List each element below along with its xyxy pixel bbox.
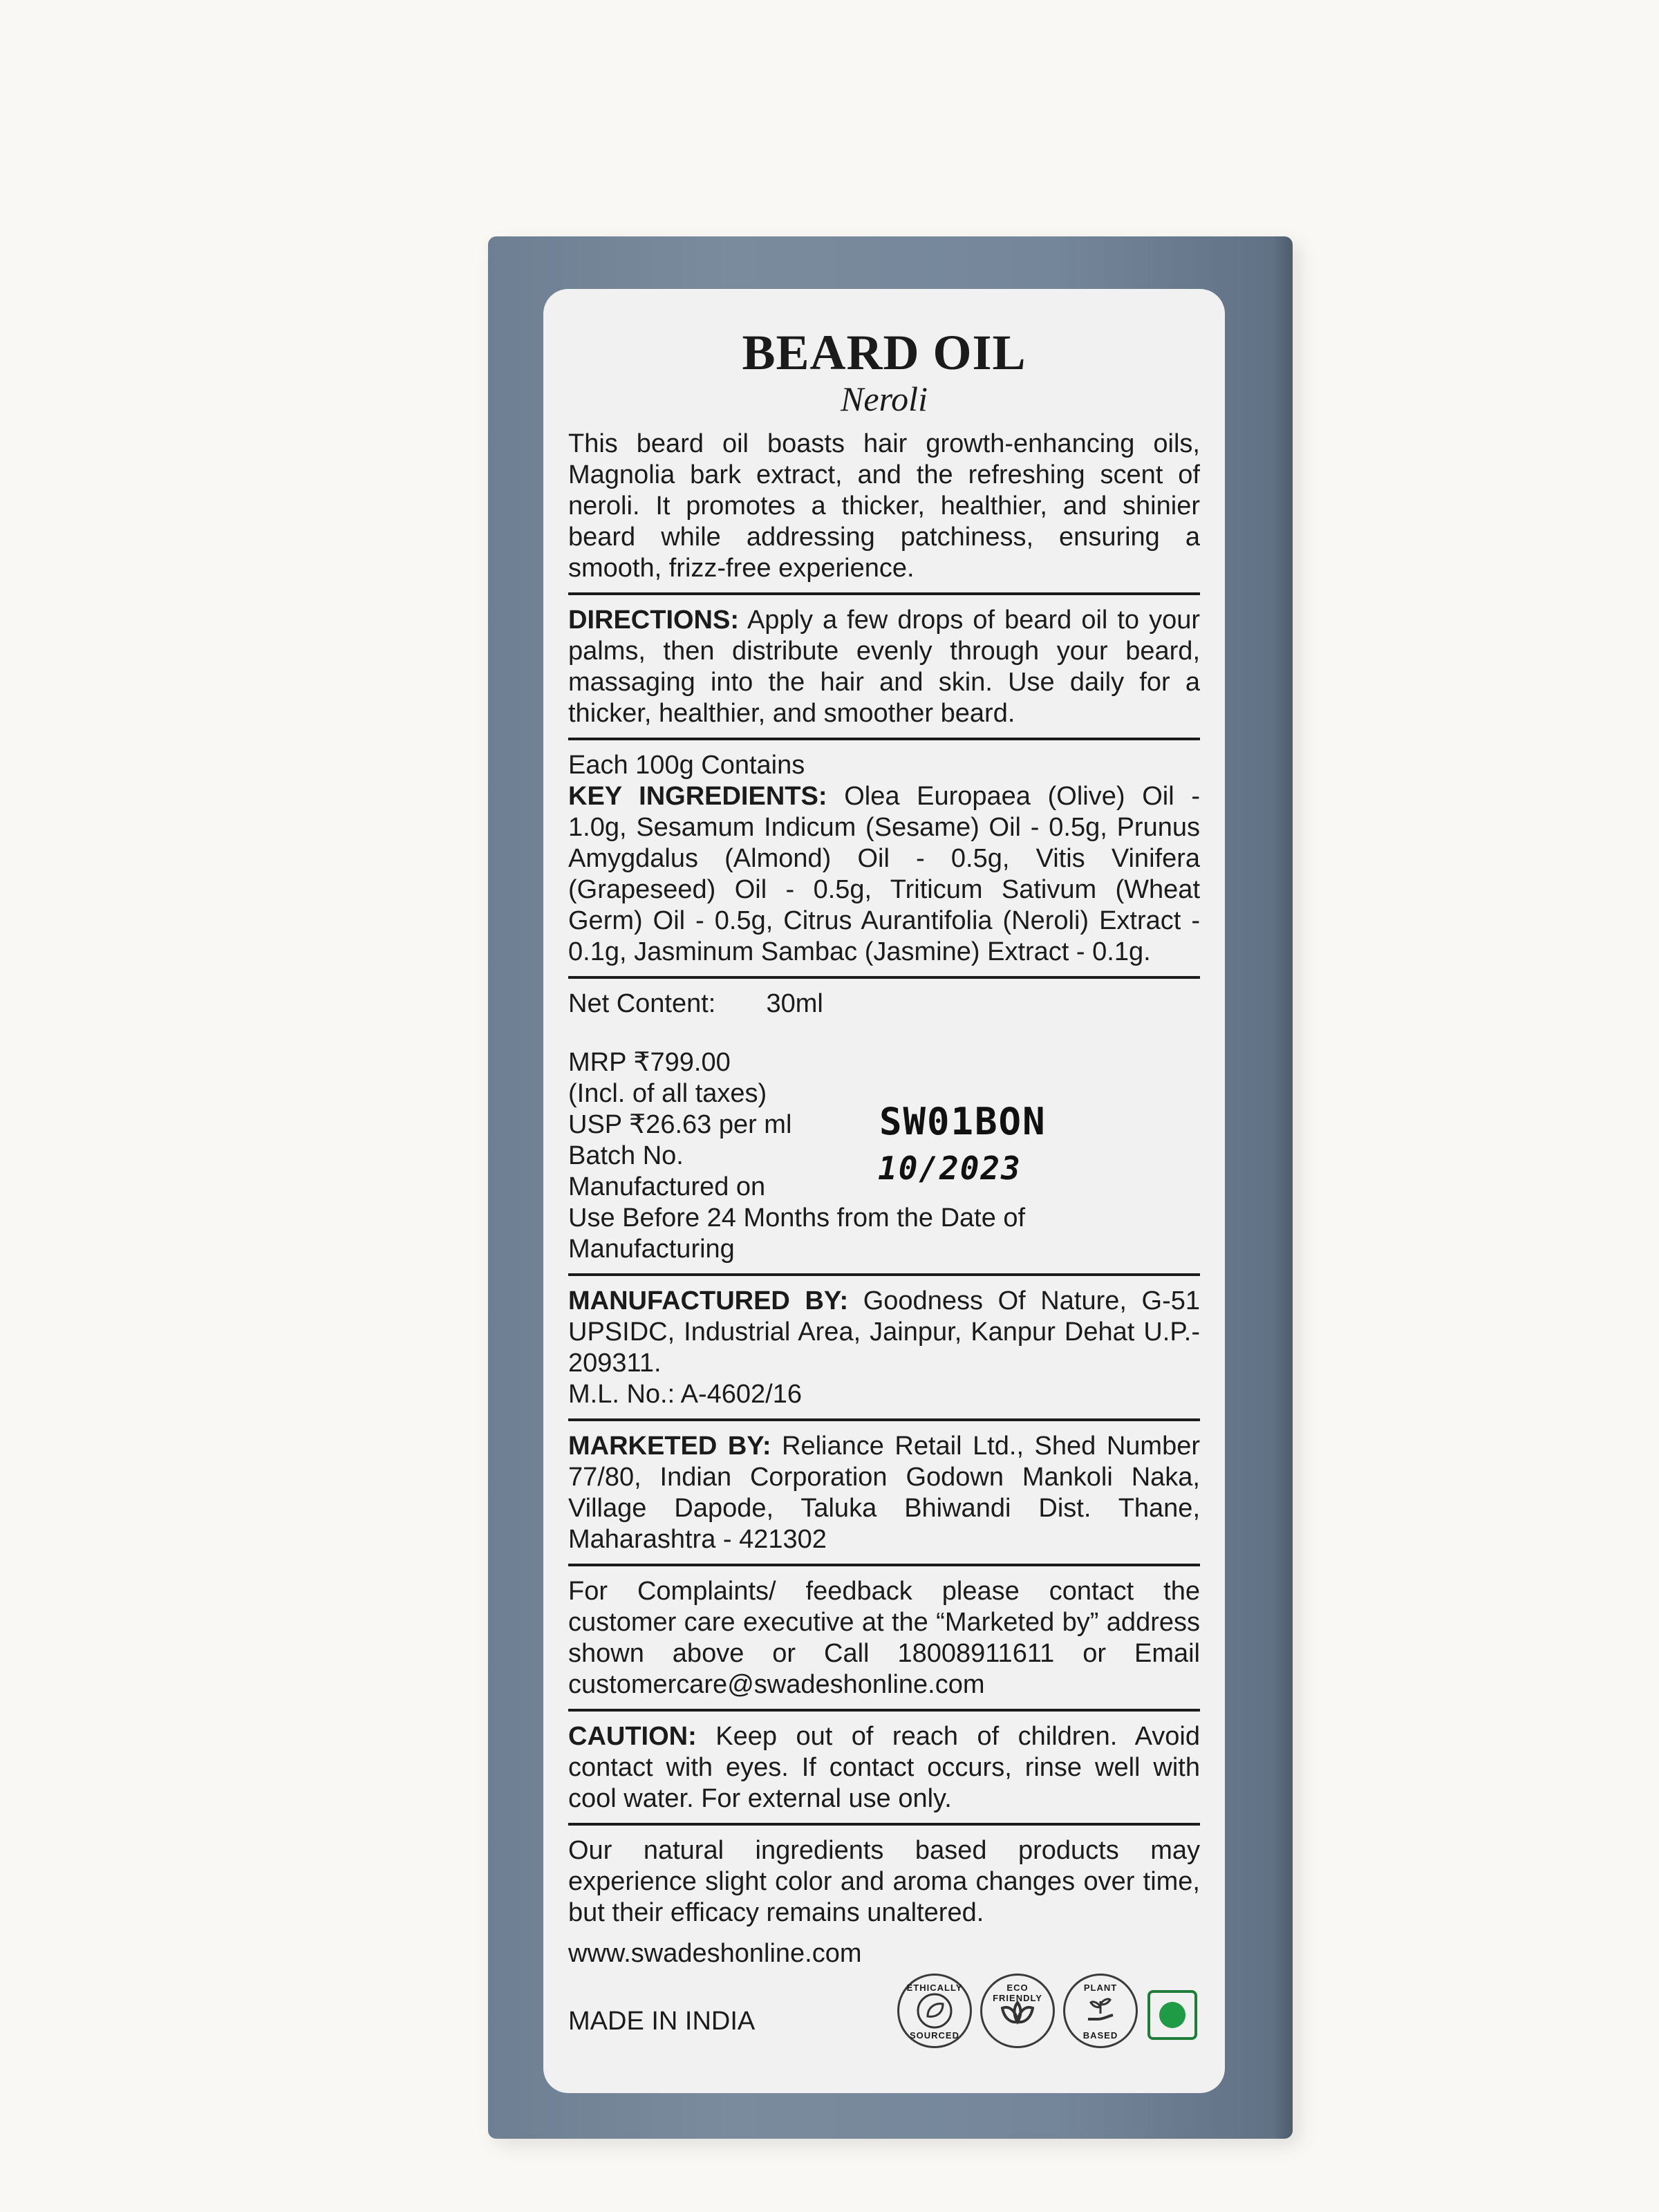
footer-row [568, 1974, 1200, 2056]
manufacturer-heading: MANUFACTURED BY: [568, 1286, 849, 1315]
caution-text: Keep out of reach of children. Avoid contact with eyes. If contact occurs, rinse well with cool water. For external use only. [568, 1722, 1201, 1813]
ingredients [568, 781, 1200, 968]
description: This beard oil boasts hair growth-enhancing oils, Magnolia bark extract, and the refreshing scent of neroli. It promotes a thicker, healthier, and shinier beard while addressing patchiness, ensuring a smooth, frizz-free experience. [568, 429, 1200, 583]
use-before-2: Manufacturing [568, 1235, 735, 1264]
batch-label: Batch No. [568, 1141, 684, 1170]
leaves-icon [980, 1974, 1055, 2048]
badge-top-text: ETHICALLY [906, 1983, 963, 1993]
ingredients-text: Olea Europaea (Olive) Oil - 1.0g, Sesamum Indicum (Sesame) Oil - 0.5g, Prunus Amygdalus (Almond) Oil - 0.5g, Vitis Vinifera (Grapeseed) Oil - 0.5g, Triticum Sativum (Wheat Germ) Oil - 0.5g, Citrus Aurantifolia (Neroli) Extract - 0.1g, Jasminum Sambac (Jasmine) Extract - 0.1g. [568, 782, 1200, 966]
complaints: For Complaints/ feedback please contact the customer care executive at the “Marketed by” address shown above or Call 18008911611 or Email customercare@swadeshonline.com [568, 1577, 1200, 1699]
marketer-heading: MARKETED BY: [568, 1432, 771, 1461]
vegetarian-dot [1159, 2002, 1185, 2028]
directions [568, 605, 1200, 729]
usp: USP ₹26.63 per ml [568, 1110, 792, 1139]
divider [568, 1823, 1200, 1826]
mfg-label: Manufactured on [568, 1172, 766, 1201]
product-title: BEARD OIL [742, 325, 1027, 380]
badge-top-text: PLANT [1083, 1983, 1118, 1993]
badge-bottom-text: SOURCED [909, 2030, 959, 2041]
pricing-block [568, 1047, 1200, 1265]
natural-note: Our natural ingredients based products may experience slight color and aroma changes over time, but their efficacy remains unaltered. [568, 1836, 1200, 1927]
caution [568, 1721, 1200, 1815]
product-variant: Neroli [841, 379, 928, 418]
divider [568, 1709, 1200, 1712]
plant-based-badge [1063, 1974, 1138, 2048]
divider [568, 592, 1200, 595]
directions-text: Apply a few drops of beard oil to your palms, then distribute evenly through your beard, massaging into the hair and skin. Use daily for a thicker, healthier, and smoother beard. [568, 606, 1200, 728]
mrp: MRP ₹799.00 [568, 1048, 731, 1077]
eco-friendly-badge [980, 1974, 1055, 2048]
made-in-india: MADE IN INDIA [568, 2007, 756, 2036]
manufacturer-text: Goodness Of Nature, G-51 UPSIDC, Industrial Area, Jainpur, Kanpur Dehat U.P.- 209311. [568, 1286, 1201, 1378]
marketer [568, 1431, 1200, 1555]
badge-bottom-text: BASED [1082, 2030, 1118, 2041]
batch-stamp: SW01BON [879, 1100, 1047, 1143]
divider [568, 738, 1200, 740]
ingredients-heading: KEY INGREDIENTS: [568, 782, 827, 811]
marketer-text: Reliance Retail Ltd., Shed Number 77/80, Indian Corporation Godown Mankoli Naka, Village Dapode, Taluka Bhiwandi Dist. Thane, Maharashtra - 421302 [568, 1432, 1200, 1554]
license-number: M.L. No.: A-4602/16 [568, 1380, 802, 1409]
divider [568, 1564, 1200, 1566]
badge-top-text: ECO FRIENDLY [993, 1983, 1042, 2003]
divider [568, 1418, 1200, 1421]
caution-heading: CAUTION: [568, 1722, 697, 1751]
directions-heading: DIRECTIONS: [568, 606, 739, 635]
use-before: Use Before 24 Months from the Date of [568, 1203, 1026, 1232]
taxes-note: (Incl. of all taxes) [568, 1079, 767, 1108]
divider [568, 976, 1200, 979]
date-stamp: 10/2023 [878, 1150, 1022, 1187]
ingredients-per: Each 100g Contains [568, 751, 805, 780]
manufacturer [568, 1286, 1200, 1379]
website: www.swadeshonline.com [568, 1939, 862, 1968]
divider [568, 1273, 1200, 1276]
net-content [568, 988, 1200, 1020]
back-label [543, 289, 1225, 2093]
net-content-label: Net Content: [568, 989, 716, 1018]
net-content-value: 30ml [766, 989, 823, 1018]
ethically-sourced-badge [897, 1974, 972, 2048]
vegetarian-mark-icon [1147, 1990, 1197, 2040]
box-edge [1275, 236, 1293, 2139]
